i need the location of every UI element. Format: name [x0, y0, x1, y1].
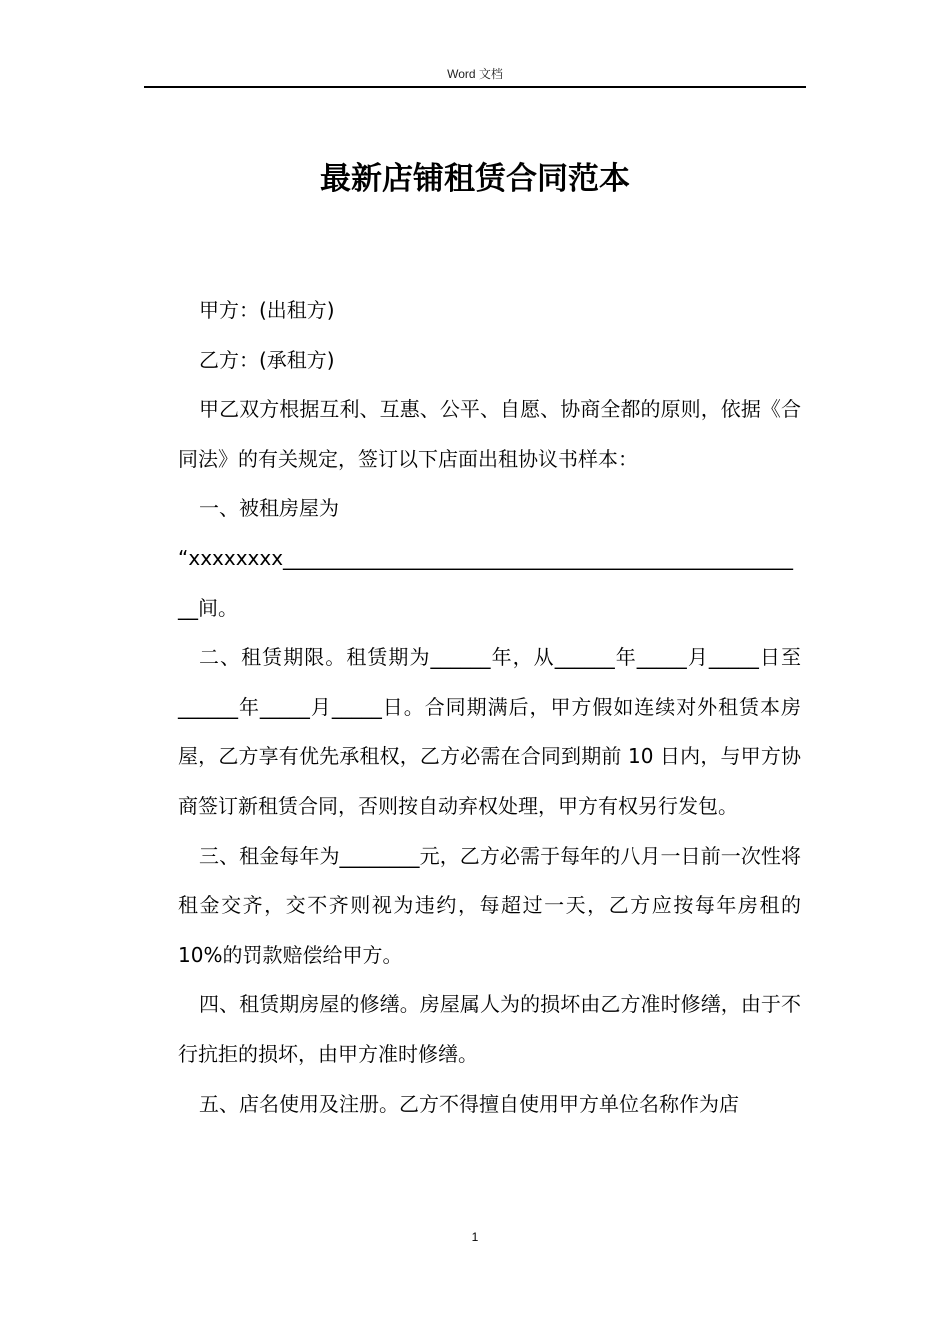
paragraph-party-a: 甲方：(出租方)	[199, 298, 335, 322]
document-title: 最新店铺租赁合同范本	[320, 161, 630, 197]
paragraph-clause-5: 五、店名使用及注册。乙方不得擅自使用甲方单位名称作为店	[199, 1091, 739, 1116]
paragraph-clause-2: 二、租赁期限。租赁期为______年，从______年_____月_____日至______年_____月_____日。合同期满后，甲方假如连续对外租赁本房屋，乙方享有优先承租权，乙方必需在合同到期前 10 日内，与甲方协商签订新租赁合同，否则按自动弃权处理，甲方有权另行发包。	[178, 645, 801, 818]
paragraph-clause-1-detail: “xxxxxxxx_____________________________________________________间。	[178, 545, 794, 620]
page-number: 1	[471, 1230, 479, 1244]
paragraph-clause-4: 四、租赁期房屋的修缮。房屋属人为的损坏由乙方准时修缮，由于不行抗拒的损坏，由甲方准时修缮。	[178, 992, 801, 1066]
paragraph-preamble: 甲乙双方根据互利、互惠、公平、自愿、协商全都的原则，依据《合同法》的有关规定，签订以下店面出租协议书样本：	[178, 397, 801, 471]
paragraph-clause-1: 一、被租房屋为	[199, 496, 339, 521]
paragraph-clause-3: 三、租金每年为________元，乙方必需于每年的八月一日前一次性将租金交齐，交不齐则视为违约，每超过一天，乙方应按每年房租的 10%的罚款赔偿给甲方。	[178, 843, 801, 967]
paragraph-party-b: 乙方：(承租方)	[199, 347, 335, 372]
header-rule	[144, 86, 806, 88]
document-body	[178, 286, 801, 1129]
page-header: Word 文档	[447, 67, 503, 81]
